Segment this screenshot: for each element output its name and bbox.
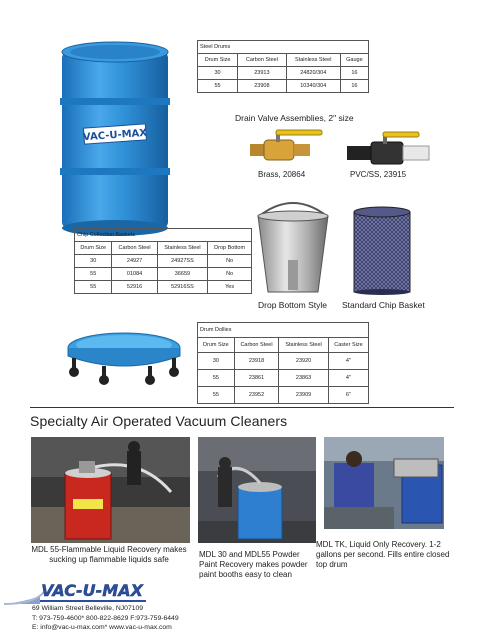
table-row xyxy=(75,255,252,268)
table-cell: 23913 xyxy=(238,67,287,80)
chip-baskets-header: Carbon Steel xyxy=(112,242,157,255)
table-cell: 23909 xyxy=(279,387,329,404)
mdl55-caption: MDL 55-Flammable Liquid Recovery makes sucking up flammable liquids safe xyxy=(31,545,187,564)
table-cell: 24927SS xyxy=(157,255,208,268)
table-cell: 01084 xyxy=(112,268,157,281)
brass-valve-image xyxy=(246,128,326,168)
table-cell: 55 xyxy=(75,281,112,294)
table-cell: 16 xyxy=(340,67,368,80)
table-cell: 30 xyxy=(198,353,235,370)
chip-baskets-header: Drop Bottom xyxy=(208,242,252,255)
steel-drums-table xyxy=(197,40,369,93)
table-cell: 36659 xyxy=(157,268,208,281)
table-row xyxy=(75,281,252,294)
drum-dollies-header: Caster Size xyxy=(328,338,368,353)
table-cell: 24927 xyxy=(112,255,157,268)
chip-baskets-title: Chip Collection Baskets xyxy=(75,229,252,242)
brass-valve-label: Brass, 20864 xyxy=(258,170,306,179)
pvc-valve-label: PVC/SS, 23915 xyxy=(350,170,407,179)
section-title: Specialty Air Operated Vacuum Cleaners xyxy=(30,413,288,429)
table-cell: 30 xyxy=(198,67,238,80)
drum-dolly-image xyxy=(64,330,184,388)
table-cell: Yes xyxy=(208,281,252,294)
table-cell: 23920 xyxy=(279,353,329,370)
standard-basket-image xyxy=(350,204,414,296)
table-row xyxy=(198,353,369,370)
table-cell: No xyxy=(208,268,252,281)
footer-contact xyxy=(32,604,179,633)
drum-dollies-header: Carbon Steel xyxy=(234,338,278,353)
table-row xyxy=(198,370,369,387)
table-cell: 30 xyxy=(75,255,112,268)
table-row xyxy=(198,80,369,93)
mdl55-photo xyxy=(31,437,190,543)
pvc-valve-image xyxy=(345,130,435,168)
drop-bottom-label: Drop Bottom Style xyxy=(258,300,327,310)
drop-bottom-basket-image xyxy=(250,200,336,300)
drum-dollies-title: Drum Dollies xyxy=(198,323,369,338)
table-cell: 10340/304 xyxy=(286,80,340,93)
mdltk-photo xyxy=(324,437,444,529)
table-cell: 6" xyxy=(328,387,368,404)
mdl30-photo xyxy=(198,437,316,543)
table-cell: 23863 xyxy=(279,370,329,387)
table-cell: 55 xyxy=(198,387,235,404)
chip-baskets-header: Stainless Steel xyxy=(157,242,208,255)
drum-dollies-table xyxy=(197,322,369,404)
table-cell: 23908 xyxy=(238,80,287,93)
steel-drums-header: Gauge xyxy=(340,54,368,67)
steel-drums-header: Drum Size xyxy=(198,54,238,67)
table-cell: 23952 xyxy=(234,387,278,404)
table-cell: 55 xyxy=(75,268,112,281)
steel-drums-header: Stainless Steel xyxy=(286,54,340,67)
chip-baskets-table xyxy=(74,228,252,294)
section-divider xyxy=(30,407,454,408)
drain-valve-title: Drain Valve Assemblies, 2" size xyxy=(235,113,354,123)
blue-drum-image xyxy=(56,40,174,240)
steel-drums-title: Steel Drums xyxy=(198,41,369,54)
table-cell: 23861 xyxy=(234,370,278,387)
drum-dollies-header: Drum Size xyxy=(198,338,235,353)
footer-web: E: info@vac-u-max.com* www.vac-u-max.com xyxy=(32,624,172,631)
table-row xyxy=(198,387,369,404)
table-cell: 55 xyxy=(198,370,235,387)
table-cell: 24820/304 xyxy=(286,67,340,80)
table-row xyxy=(198,67,369,80)
table-cell: 55 xyxy=(198,80,238,93)
steel-drums-header: Carbon Steel xyxy=(238,54,287,67)
drum-logo-text: VAC-U-MAX xyxy=(82,127,148,144)
footer-phone: T: 973-759-4600* 800-822-8629 F:973-759-6449 xyxy=(32,614,179,622)
mdltk-caption: MDL TK, Liquid Only Recovery. 1-2 gallons per second. Fills entire closed top drum xyxy=(316,540,450,569)
vac-u-max-logo xyxy=(4,574,154,606)
drum-dollies-header: Stainless Steel xyxy=(279,338,329,353)
table-cell: 16 xyxy=(340,80,368,93)
table-cell: 52916 xyxy=(112,281,157,294)
table-row xyxy=(75,268,252,281)
table-cell: 23918 xyxy=(234,353,278,370)
footer-address: 69 William Street Belleville, NJ07109 xyxy=(32,605,144,612)
table-cell: 4" xyxy=(328,353,368,370)
table-cell: 4" xyxy=(328,370,368,387)
chip-baskets-header: Drum Size xyxy=(75,242,112,255)
standard-basket-label: Standard Chip Basket xyxy=(342,300,425,310)
vac-u-max-logo-text: VAC-U-MAX xyxy=(41,581,143,600)
table-cell: 52916SS xyxy=(157,281,208,294)
table-cell: No xyxy=(208,255,252,268)
mdl30-caption: MDL 30 and MDL55 Powder Paint Recovery makes powder paint booths easy to clean xyxy=(199,550,308,579)
